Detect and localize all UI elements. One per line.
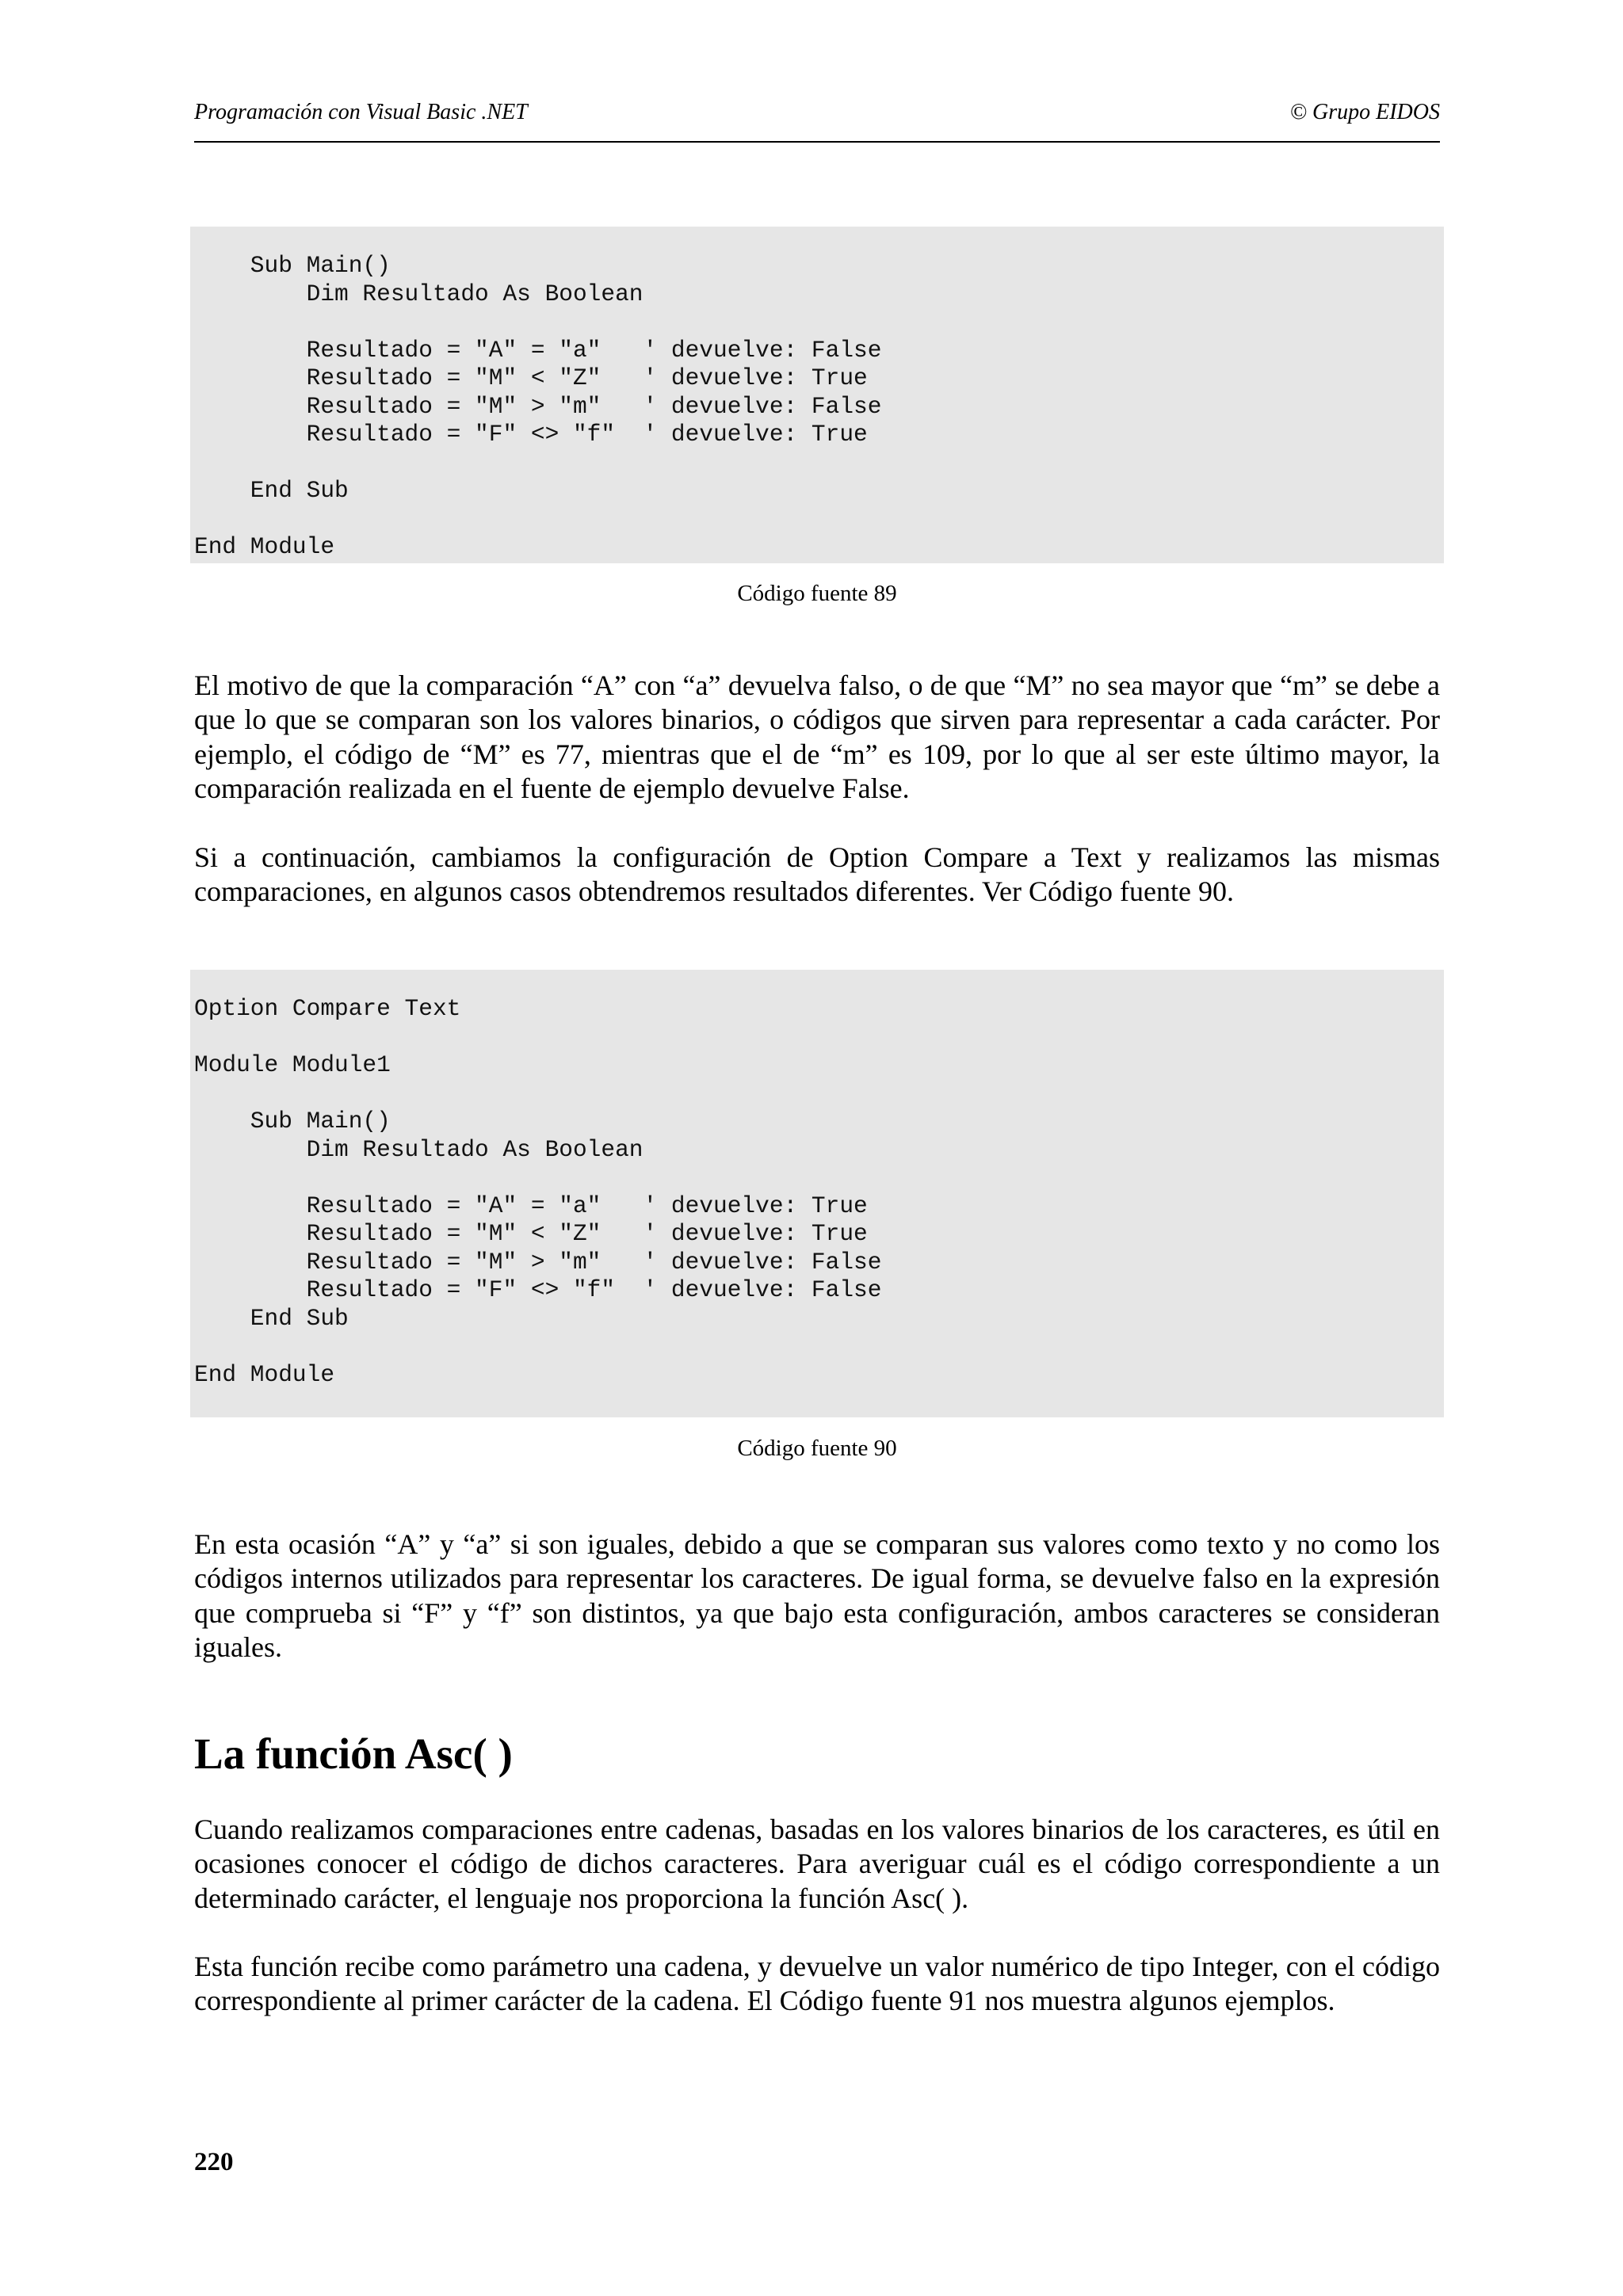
section-title: La función Asc( ): [194, 1730, 513, 1778]
page-number: 220: [194, 2148, 234, 2176]
code-line: Resultado = "A" = "a" ' devuelve: False: [194, 336, 882, 364]
paragraph-text-comparison-result: En esta ocasión “A” y “a” si son iguales, debido a que se comparan sus valores como texto y no como los códigos internos utilizados para representar los caracteres. De igual forma, se devuelve falso en la expresión que comprueba si “F” y “f” son distintos, ya que bajo esta configuración, ambos caracteres se consideran iguales.: [194, 1528, 1440, 1664]
paragraph-binary-comparison: El motivo de que la comparación “A” con “a” devuelva falso, o de que “M” no sea mayor que “m” se debe a que lo que se comparan son los valores binarios, o códigos que sirven para representar a cada carácter. Por ejemplo, el código de “M” es 77, mientras que el de “m” es 109, por lo que al ser este último mayor, la comparación realizada en el fuente de ejemplo devuelve False.: [194, 669, 1440, 805]
code-caption-89: Código fuente 89: [737, 581, 897, 606]
paragraph-asc-intro: Cuando realizamos comparaciones entre cadenas, basadas en los valores binarios de los caracteres, es útil en ocasiones conocer el código de dichos caracteres. Para averiguar cuál es el código correspondiente a un determinado carácter, el lenguaje nos proporciona la función Asc( ).: [194, 1814, 1440, 1914]
code-line: [190, 1024, 1444, 1052]
code-line: Option Compare Text: [194, 995, 461, 1022]
code-line: [190, 449, 1444, 478]
paragraph-asc-description: Esta función recibe como parámetro una cadena, y devuelve un valor numérico de tipo Integer, con el código correspondiente al primer carácter de la cadena. El Código fuente 91 nos muestra algunos ejemplos.: [194, 1951, 1440, 2017]
header-book-title: Programación con Visual Basic .NET: [194, 100, 528, 124]
code-line: Resultado = "M" > "m" ' devuelve: False: [194, 1248, 882, 1276]
code-line: Module Module1: [194, 1051, 391, 1078]
code-line: Resultado = "F" <> "f" ' devuelve: False: [194, 1276, 882, 1303]
code-line: Resultado = "F" <> "f" ' devuelve: True: [194, 421, 868, 448]
code-line: [190, 1333, 1444, 1361]
code-line: [190, 1080, 1444, 1108]
code-line: End Sub: [194, 477, 349, 504]
code-line: Resultado = "M" < "Z" ' devuelve: True: [194, 1220, 868, 1247]
code-block-89: [190, 227, 1444, 563]
code-line: End Module: [194, 1360, 335, 1388]
page-header: [194, 97, 1440, 143]
code-line: Sub Main(): [194, 1108, 391, 1135]
header-publisher: © Grupo EIDOS: [1289, 100, 1440, 124]
code-line: Resultado = "M" < "Z" ' devuelve: True: [194, 364, 868, 391]
code-line: End Module: [194, 533, 335, 560]
code-line: [190, 1164, 1444, 1192]
code-caption-90: Código fuente 90: [737, 1436, 897, 1461]
code-line: Dim Resultado As Boolean: [194, 280, 643, 307]
code-line: [190, 308, 1444, 337]
code-line: [190, 505, 1444, 534]
code-block-90: [190, 970, 1444, 1417]
code-line: End Sub: [194, 1304, 349, 1332]
code-line: Sub Main(): [194, 252, 391, 279]
code-line: Dim Resultado As Boolean: [194, 1135, 643, 1163]
code-line: Resultado = "M" > "m" ' devuelve: False: [194, 392, 882, 420]
paragraph-option-compare-text: Si a continuación, cambiamos la configuración de Option Compare a Text y realizamos las mismas comparaciones, en algunos casos obtendremos resultados diferentes. Ver Código fuente 90.: [194, 841, 1440, 908]
code-line: Resultado = "A" = "a" ' devuelve: True: [194, 1192, 868, 1219]
